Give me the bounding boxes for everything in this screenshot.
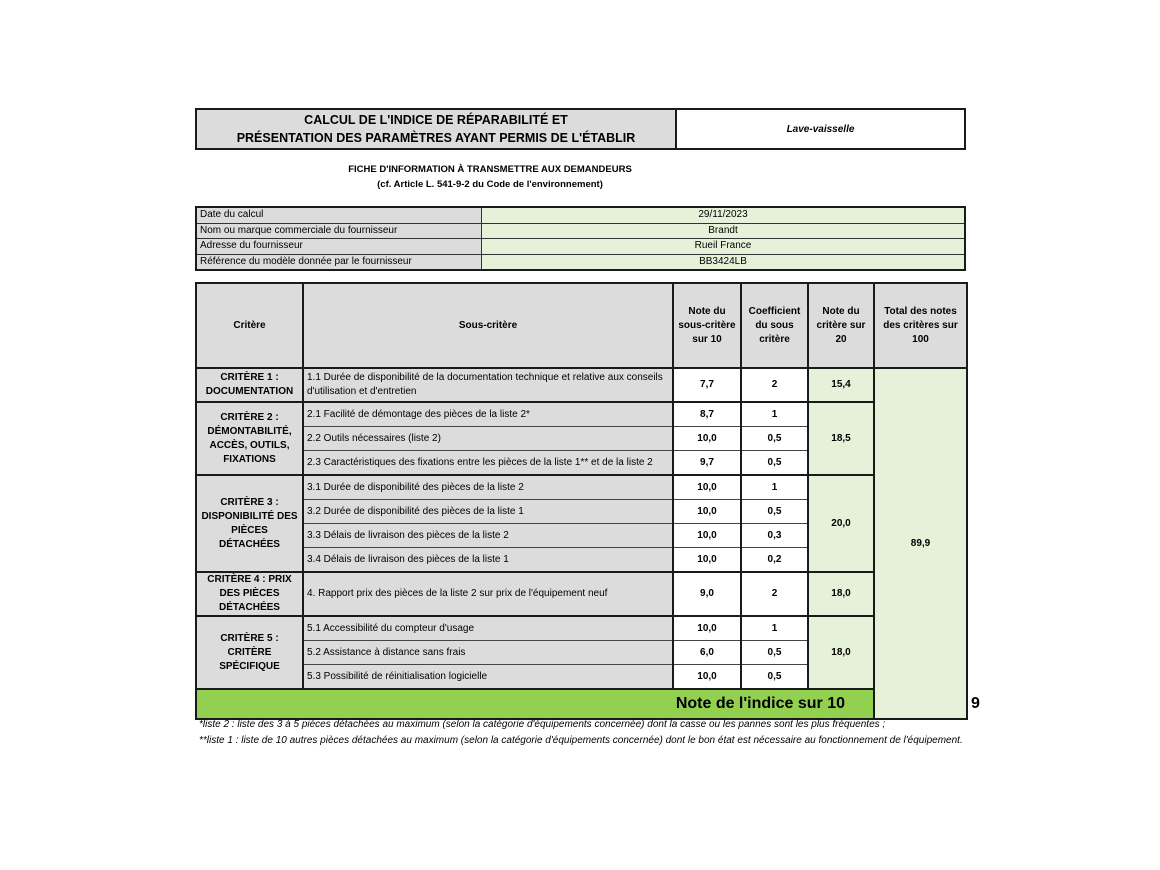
subcriterion-note: 8,7 bbox=[673, 402, 741, 427]
criterion-score: 18,5 bbox=[808, 402, 874, 475]
criterion-score: 18,0 bbox=[808, 572, 874, 616]
info-label: Nom ou marque commerciale du fournisseur bbox=[196, 223, 482, 239]
subcriterion-label: 5.3 Possibilité de réinitialisation logicielle bbox=[303, 665, 673, 690]
subcriterion-note: 6,0 bbox=[673, 641, 741, 665]
subtitle bbox=[290, 162, 690, 192]
subcriterion-coef: 1 bbox=[741, 402, 808, 427]
subcriterion-coef: 2 bbox=[741, 368, 808, 402]
subcriterion-label: 3.1 Durée de disponibilité des pièces de la liste 2 bbox=[303, 475, 673, 500]
header-coefficient: Coefficient du sous critère bbox=[741, 283, 808, 368]
subcriterion-coef: 1 bbox=[741, 616, 808, 641]
info-value: Rueil France bbox=[482, 239, 966, 255]
total-score: 89,9 bbox=[874, 368, 967, 719]
subcriterion-coef: 0,5 bbox=[741, 665, 808, 690]
subcriterion-label: 5.1 Accessibilité du compteur d'usage bbox=[303, 616, 673, 641]
subcriterion-note: 10,0 bbox=[673, 665, 741, 690]
subcriterion-note: 7,7 bbox=[673, 368, 741, 402]
header-note-critere: Note du critère sur 20 bbox=[808, 283, 874, 368]
info-value: 29/11/2023 bbox=[482, 207, 966, 223]
header-total: Total des notes des critères sur 100 bbox=[874, 283, 967, 368]
footnotes bbox=[199, 717, 969, 749]
header-sous-critere: Sous-critère bbox=[303, 283, 673, 368]
subcriterion-label: 2.2 Outils nécessaires (liste 2) bbox=[303, 427, 673, 451]
subcriterion-coef: 2 bbox=[741, 572, 808, 616]
info-label: Référence du modèle donnée par le fournisseur bbox=[196, 254, 482, 270]
info-row bbox=[196, 254, 965, 270]
title-line-2: PRÉSENTATION DES PARAMÈTRES AYANT PERMIS DE L'ÉTABLIR bbox=[236, 131, 636, 145]
subcriterion-note: 10,0 bbox=[673, 524, 741, 548]
final-score-label: Note de l'indice sur 10 bbox=[196, 689, 874, 719]
table-row bbox=[196, 572, 967, 616]
subcriterion-note: 10,0 bbox=[673, 475, 741, 500]
product-type: Lave-vaisselle bbox=[786, 123, 855, 135]
subtitle-line-1: FICHE D'INFORMATION À TRANSMETTRE AUX DEMANDEURS bbox=[348, 164, 632, 175]
subcriterion-label: 3.3 Délais de livraison des pièces de la liste 2 bbox=[303, 524, 673, 548]
table-row bbox=[196, 368, 967, 402]
title-line-1: CALCUL DE L'INDICE DE RÉPARABILITÉ ET bbox=[304, 113, 568, 127]
info-label: Adresse du fournisseur bbox=[196, 239, 482, 255]
subcriterion-coef: 0,5 bbox=[741, 451, 808, 476]
title-header bbox=[195, 108, 966, 150]
info-row bbox=[196, 207, 965, 223]
subcriterion-note: 10,0 bbox=[673, 427, 741, 451]
subcriterion-label: 4. Rapport prix des pièces de la liste 2 sur prix de l'équipement neuf bbox=[303, 572, 673, 616]
subcriterion-coef: 0,5 bbox=[741, 427, 808, 451]
criterion-name: CRITÈRE 3 : DISPONIBILITÉ DES PIÈCES DÉTACHÉES bbox=[196, 475, 303, 572]
criterion-score: 18,0 bbox=[808, 616, 874, 689]
subcriterion-note: 10,0 bbox=[673, 616, 741, 641]
title-block bbox=[197, 110, 677, 148]
table-row bbox=[196, 475, 967, 500]
subcriterion-label: 3.4 Délais de livraison des pièces de la liste 1 bbox=[303, 548, 673, 573]
subcriterion-note: 10,0 bbox=[673, 548, 741, 573]
criterion-name: CRITÈRE 5 : CRITÈRE SPÉCIFIQUE bbox=[196, 616, 303, 689]
header-critere: Critère bbox=[196, 283, 303, 368]
criterion-name: CRITÈRE 4 : PRIX DES PIÈCES DÉTACHÉES bbox=[196, 572, 303, 616]
info-row bbox=[196, 223, 965, 239]
subcriterion-note: 9,0 bbox=[673, 572, 741, 616]
subcriterion-note: 9,7 bbox=[673, 451, 741, 476]
subcriterion-coef: 0,3 bbox=[741, 524, 808, 548]
info-row bbox=[196, 239, 965, 255]
table-row bbox=[196, 402, 967, 427]
criterion-name: CRITÈRE 1 : DOCUMENTATION bbox=[196, 368, 303, 402]
footnote-list-1: **liste 1 : liste de 10 autres pièces détachées au maximum (selon la catégorie d'équipements concernée) dont le bon état est nécessaire au fonctionnement de l'équipement. bbox=[199, 735, 963, 746]
subcriterion-label: 5.2 Assistance à distance sans frais bbox=[303, 641, 673, 665]
criterion-score: 20,0 bbox=[808, 475, 874, 572]
subcriterion-note: 10,0 bbox=[673, 500, 741, 524]
table-header-row bbox=[196, 283, 967, 368]
subtitle-line-2: (cf. Article L. 541-9-2 du Code de l'environnement) bbox=[377, 179, 603, 190]
final-score-row: Note de l'indice sur 10 9 bbox=[196, 689, 967, 719]
repairability-table bbox=[195, 282, 980, 720]
info-value: BB3424LB bbox=[482, 254, 966, 270]
header-note-sous-critere: Note du sous-critère sur 10 bbox=[673, 283, 741, 368]
info-value: Brandt bbox=[482, 223, 966, 239]
subcriterion-label: 1.1 Durée de disponibilité de la documentation technique et relative aux conseils d'utilisation et d'entretien bbox=[303, 368, 673, 402]
subcriterion-label: 2.1 Facilité de démontage des pièces de la liste 2* bbox=[303, 402, 673, 427]
criterion-score: 15,4 bbox=[808, 368, 874, 402]
subcriterion-label: 2.3 Caractéristiques des fixations entre les pièces de la liste 1** et de la liste 2 bbox=[303, 451, 673, 476]
subcriterion-label: 3.2 Durée de disponibilité des pièces de la liste 1 bbox=[303, 500, 673, 524]
subcriterion-coef: 0,5 bbox=[741, 500, 808, 524]
table-row bbox=[196, 616, 967, 641]
footnote-list-2: *liste 2 : liste des 3 à 5 pièces détachées au maximum (selon la catégorie d'équipements concernée) dont la casse ou les pannes sont les plus fréquentes ; bbox=[199, 719, 886, 730]
criterion-name: CRITÈRE 2 : DÉMONTABILITÉ, ACCÈS, OUTILS, FIXATIONS bbox=[196, 402, 303, 475]
subcriterion-coef: 0,2 bbox=[741, 548, 808, 573]
info-label: Date du calcul bbox=[196, 207, 482, 223]
subcriterion-coef: 1 bbox=[741, 475, 808, 500]
info-table bbox=[195, 206, 966, 271]
subcriterion-coef: 0,5 bbox=[741, 641, 808, 665]
